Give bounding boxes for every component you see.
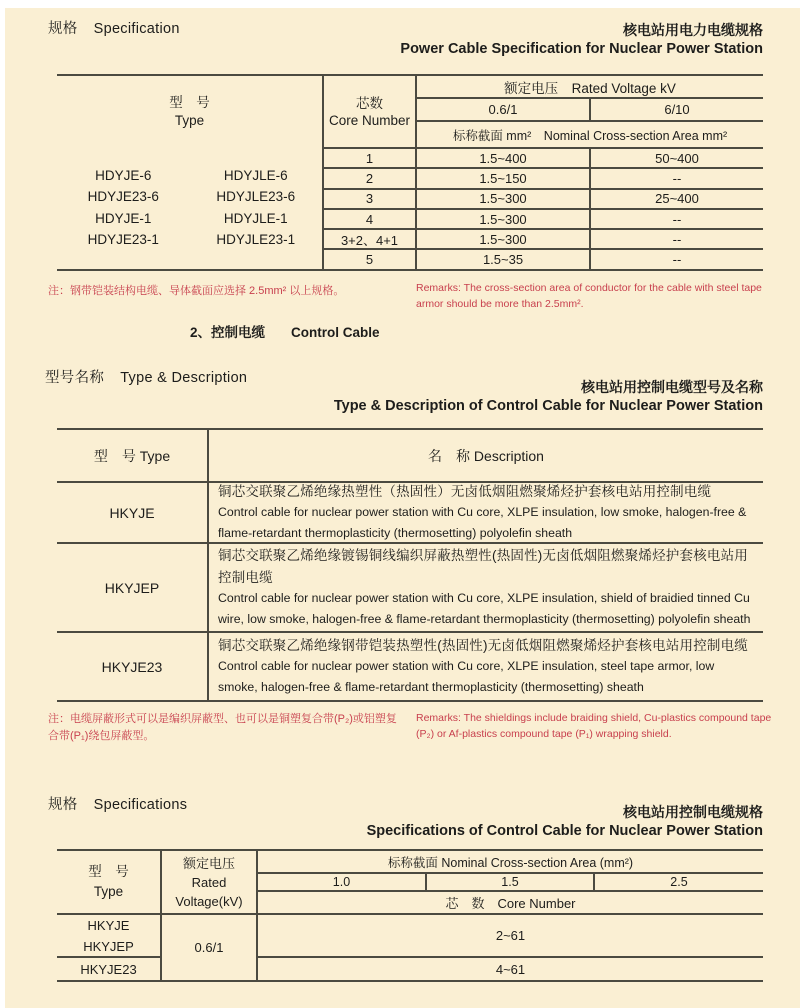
range-cell: 25~400 <box>589 188 763 208</box>
spec-type-cell-row2: HKYJE23 <box>57 956 160 980</box>
control-desc-header: 名 称 Description <box>207 430 763 481</box>
power-title-cn: 核电站用电力电缆规格 <box>623 22 763 38</box>
control-desc-cell <box>207 542 763 631</box>
control-desc-cell <box>207 631 763 700</box>
spec-title <box>367 803 763 841</box>
power-type-column <box>57 76 322 269</box>
spec-type-cell-row1 <box>57 913 160 956</box>
control-title <box>334 378 763 416</box>
control-type-table <box>57 428 763 702</box>
type-description-section-label <box>45 366 247 387</box>
spec-title-cn: 核电站用控制电缆规格 <box>623 804 763 820</box>
control-type-header: 型 号 Type <box>93 447 171 464</box>
spec-type-name: HKYJEP <box>83 938 134 954</box>
control-type-cell: HKYJEP <box>57 542 207 631</box>
range-cell: 1.5~300 <box>415 228 589 248</box>
power-section-label-en: Specification <box>93 21 180 37</box>
range-cell: 50~400 <box>589 147 763 167</box>
core-cell: 5 <box>322 248 415 268</box>
power-type-names-col2 <box>190 147 323 269</box>
core-cell: 3 <box>322 188 415 208</box>
area-col-1-5: 1.5 <box>425 872 593 890</box>
power-type-header-en: Type <box>174 112 205 128</box>
power-section-label-cn: 规格 <box>48 21 78 37</box>
power-section-label <box>48 17 180 38</box>
control-desc-cell <box>207 481 763 542</box>
range-cell: 1.5~300 <box>415 188 589 208</box>
core-cell: 4 <box>322 208 415 228</box>
spec-core-range-cell: 2~61 <box>256 913 763 956</box>
area-col-1-0: 1.0 <box>256 872 425 890</box>
spec-cross-section-header: 标称截面 Nominal Cross-section Area (mm²) <box>256 851 763 872</box>
range-cell: -- <box>589 167 763 187</box>
control-type-cell: HKYJE23 <box>57 631 207 700</box>
spec-type-name: HKYJE <box>87 917 130 933</box>
spec-voltage-cell: 0.6/1 <box>160 913 256 980</box>
core-number-header <box>322 76 415 147</box>
range-cell: 1.5~35 <box>415 248 589 268</box>
control-cable-heading-en: Control Cable <box>291 325 380 340</box>
type-description-label-en: Type & Description <box>120 370 248 386</box>
range-cell: 1.5~300 <box>415 208 589 228</box>
spec-type-header <box>57 851 160 913</box>
control-desc-en: Control cable for nuclear power station with Cu core, XLPE insulation, shield of braidied tinned Cu wire, low smoke, halogen-free & flame-retardant thermoplasticity (thermosetting) polyolefin sheath <box>218 591 751 626</box>
power-type-names <box>57 147 322 269</box>
range-cell: -- <box>589 248 763 268</box>
core-cell: 1 <box>322 147 415 167</box>
voltage-col-6-10: 6/10 <box>589 97 763 120</box>
spec-section-label <box>48 793 187 814</box>
spec-rated-voltage-cn: 额定电压 <box>182 855 235 871</box>
control-title-en: Type & Description of Control Cable for Nuclear Power Station <box>333 398 763 414</box>
control-note-en: Remarks: The shieldings include braiding shield, Cu-plastics compound tape (P₂) or Af-plastics compound tape (P₁) wrapping shield. <box>416 712 772 740</box>
area-col-2-5: 2.5 <box>593 872 763 890</box>
voltage-col-0-6-1: 0.6/1 <box>415 97 589 120</box>
core-number-header-en: Core Number <box>328 112 411 128</box>
range-cell: 1.5~400 <box>415 147 589 167</box>
range-cell: 1.5~150 <box>415 167 589 187</box>
control-note-cn: 注：电缆屏蔽形式可以是编织屏蔽型、也可以是铜塑复合带(P₂)或铝塑复合带(P₁)绕包屏蔽型。 <box>48 713 397 742</box>
spec-section-label-en: Specifications <box>93 797 188 813</box>
core-cell: 3+2、4+1 <box>322 228 415 248</box>
spec-core-number-header: 芯 数 Core Number <box>256 890 763 913</box>
type-name: HDYJLE23-1 <box>216 232 296 248</box>
type-name: HDYJLE-6 <box>223 167 288 183</box>
cross-section-header: 标称截面 mm² Nominal Cross-section Area mm² <box>415 120 763 147</box>
power-note-en: Remarks: The cross-section area of conductor for the cable with steel tape armor should be more than 2.5mm². <box>416 282 762 310</box>
rated-voltage-header: 额定电压 Rated Voltage kV <box>415 76 763 97</box>
spec-rated-voltage-header <box>160 851 256 913</box>
control-desc-en: Control cable for nuclear power station with Cu core, XLPE insulation, steel tape armor, low smoke, halogen-free & flame-retardant thermoplasticity (thermosetting) sheath <box>218 659 715 695</box>
spec-rated-voltage-en2: Voltage(kV) <box>175 893 243 909</box>
control-cable-heading-cn: 2、控制电缆 <box>190 325 266 340</box>
power-spec-table <box>57 74 763 271</box>
type-name: HDYJE23-1 <box>87 232 159 248</box>
control-spec-table <box>57 849 763 982</box>
type-description-label-cn: 型号名称 <box>45 370 105 386</box>
core-number-header-cn: 芯数 <box>356 95 383 111</box>
spec-type-header-cn: 型 号 <box>88 864 129 879</box>
power-type-header <box>57 76 322 147</box>
spec-core-range-cell: 4~61 <box>256 956 763 980</box>
range-cell: -- <box>589 208 763 228</box>
power-type-names-col1 <box>57 147 190 269</box>
type-name: HDYJLE23-6 <box>216 189 296 205</box>
range-cell: -- <box>589 228 763 248</box>
type-name: HDYJE23-6 <box>87 189 159 205</box>
control-type-cell: HKYJE <box>57 481 207 542</box>
type-name: HDYJE-6 <box>95 167 152 183</box>
core-cell: 2 <box>322 167 415 187</box>
spec-title-en: Specifications of Control Cable for Nuclear Power Station <box>366 823 763 839</box>
control-cable-heading <box>190 321 380 341</box>
control-desc-cn: 铜芯交联聚乙烯绝缘热塑性（热固性）无卤低烟阻燃聚烯烃护套核电站用控制电缆 <box>218 483 712 499</box>
power-type-header-cn: 型 号 <box>169 94 210 110</box>
power-note-cn: 注：钢带铠装结构电缆、导体截面应选择 2.5mm² 以上规格。 <box>48 285 345 297</box>
type-name: HDYJLE-1 <box>223 210 288 226</box>
control-desc-cn: 铜芯交联聚乙烯绝缘钢带铠装热塑性(热固性)无卤低烟阻燃聚烯烃护套核电站用控制电缆 <box>218 637 748 653</box>
type-name: HDYJE-1 <box>95 210 152 226</box>
control-desc-cn: 铜芯交联聚乙烯绝缘镀锡铜线编织屏蔽热塑性(热固性)无卤低烟阻燃聚烯烃护套核电站用控制电缆 <box>218 548 748 585</box>
spec-section-label-cn: 规格 <box>48 797 78 813</box>
control-desc-en: Control cable for nuclear power station with Cu core, XLPE insulation, low smoke, halogen-free & flame-retardant thermoplasticity (thermosetting) polyolefin sheath <box>218 505 747 541</box>
control-title-cn: 核电站用控制电缆型号及名称 <box>581 379 763 395</box>
spec-rated-voltage-en1: Rated <box>191 874 227 890</box>
power-title-en: Power Cable Specification for Nuclear Power Station <box>400 41 763 57</box>
power-title <box>400 21 763 59</box>
spec-type-header-en: Type <box>93 884 124 899</box>
